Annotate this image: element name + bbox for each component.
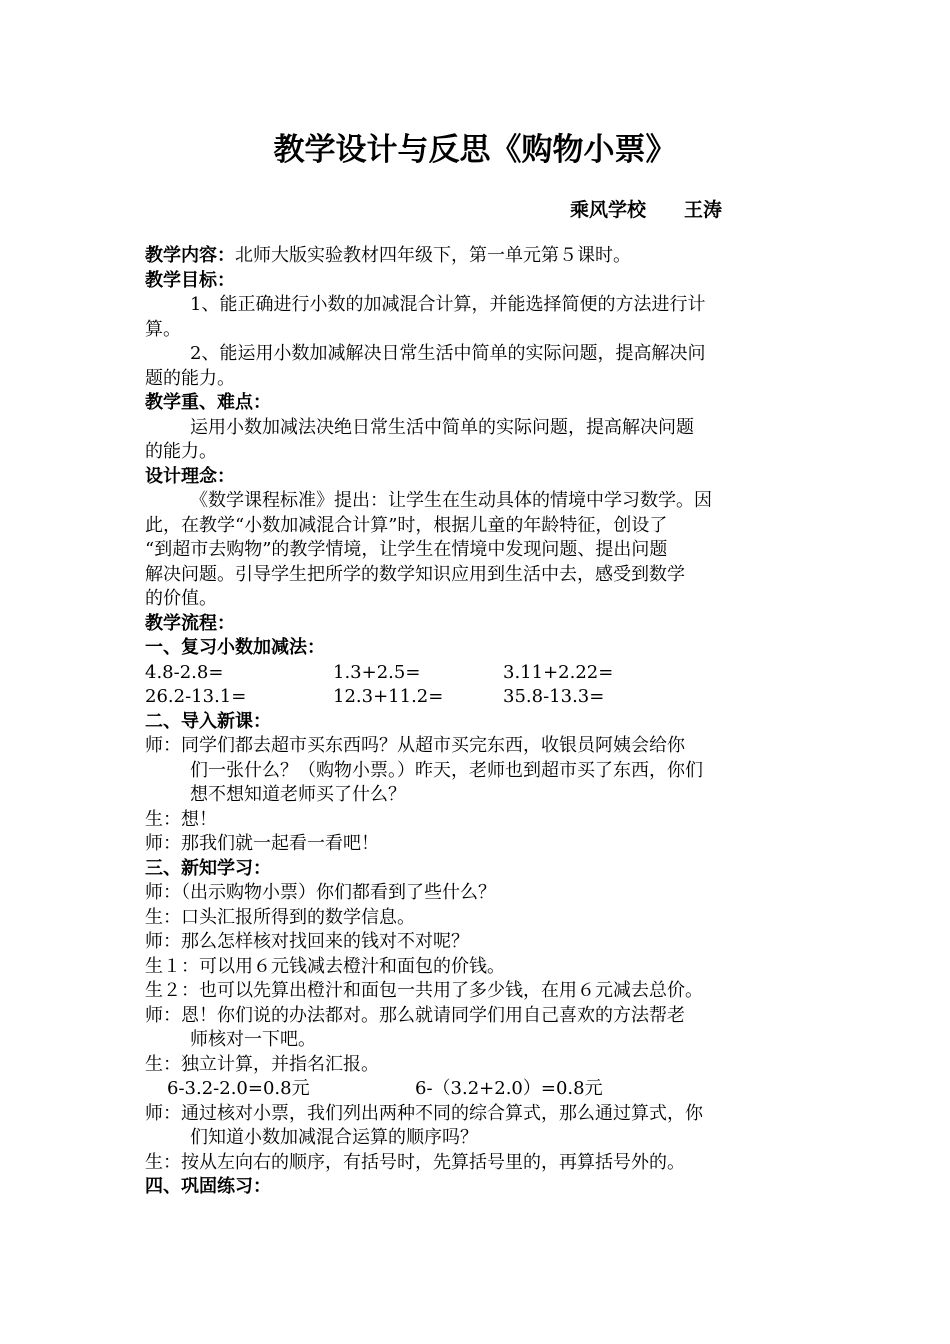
dialogue-line: 们一张什么？（购物小票。）昨天，老师也到超市买了东西，你们 [190, 759, 703, 781]
dialogue-line: 生：口头汇报所得到的数学信息。 [145, 906, 415, 928]
calculation-item: 6-3.2-2.0=0.8元 [167, 1078, 310, 1099]
exercise-item: 26.2-13.1= [145, 686, 247, 707]
exercise-row [145, 661, 810, 686]
section-heading: 教学流程： [145, 612, 235, 634]
paragraph-line: “到超市去购物”的教学情境，让学生在情境中发现问题、提出问题 [145, 539, 668, 560]
exercise-item: 12.3+11.2= [333, 686, 444, 707]
paragraph-line: 1、能正确进行小数的加减混合计算，并能选择简便的方法进行计 [190, 294, 706, 315]
section-heading: 教学重、难点： [145, 392, 271, 413]
subsection-heading: 四、巩固练习： [145, 1176, 271, 1197]
section-label: 教学内容： [145, 245, 235, 266]
paragraph-line: 的价值。 [145, 588, 217, 609]
paragraph-line: 解决问题。引导学生把所学的数学知识应用到生活中去，感受到数学 [145, 563, 685, 585]
paragraph-line: 算。 [145, 318, 181, 340]
exercise-item: 3.11+2.22= [503, 661, 614, 683]
dialogue-line: 生１：可以用６元钱减去橙汁和面包的价钱。 [145, 955, 505, 977]
paragraph-line: 《数学课程标准》提出：让学生在生动具体的情境中学习数学。因 [190, 490, 712, 511]
document-body [145, 244, 810, 1200]
dialogue-line: 师：那么怎样核对找回来的钱对不对呢？ [145, 931, 469, 952]
paragraph-line: 题的能力。 [145, 367, 235, 389]
exercise-item: 1.3+2.5= [333, 661, 421, 683]
teaching-content-line [145, 244, 810, 269]
dialogue-line: 师：（出示购物小票）你们都看到了些什么？ [145, 882, 496, 903]
subsection-heading: 一、复习小数加减法： [145, 637, 325, 658]
dialogue-line: 师核对一下吧。 [190, 1029, 316, 1050]
author-line: 乘风学校 王涛 [570, 199, 723, 221]
page-title: 教学设计与反思《购物小票》 [273, 132, 677, 168]
paragraph-line: 运用小数加减法决绝日常生活中简单的实际问题，提高解决问题 [190, 416, 694, 438]
dialogue-line: 师：通过核对小票，我们列出两种不同的综合算式，那么通过算式，你 [145, 1102, 703, 1124]
dialogue-line: 生：独立计算，并指名汇报。 [145, 1053, 379, 1075]
body-text: 北师大版实验教材四年级下，第一单元第５课时。 [235, 245, 631, 266]
section-heading: 教学目标： [145, 269, 235, 291]
dialogue-line: 生２：也可以先算出橙汁和面包一共用了多少钱，在用６元减去总价。 [145, 980, 703, 1001]
dialogue-line: 师：恩！你们说的办法都对。那么就请同学们用自己喜欢的方法帮老 [145, 1004, 685, 1026]
calculation-item: 6-（3.2+2.0）=0.8元 [415, 1078, 603, 1099]
subsection-heading: 三、新知学习： [145, 857, 271, 879]
dialogue-line: 想不想知道老师买了什么？ [190, 784, 406, 805]
dialogue-line: 师：同学们都去超市买东西吗？从超市买完东西，收银员阿姨会给你 [145, 735, 685, 756]
dialogue-line: 师：那我们就一起看一看吧！ [145, 833, 379, 854]
paragraph-line: 此，在教学“小数加减混合计算”时，根据儿童的年龄特征，创设了 [145, 514, 668, 536]
exercise-item: 35.8-13.3= [503, 686, 605, 707]
paragraph-line: 的能力。 [145, 441, 217, 462]
dialogue-line: 们知道小数加减混合运算的顺序吗？ [190, 1127, 478, 1148]
subsection-heading: 二、导入新课： [145, 710, 271, 732]
dialogue-line: 生：按从左向右的顺序，有括号时，先算括号里的，再算括号外的。 [145, 1151, 685, 1173]
paragraph-line: 2、能运用小数加减解决日常生活中简单的实际问题，提高解决问 [190, 343, 706, 364]
dialogue-line: 生：想！ [145, 808, 217, 830]
calculation-row [145, 1077, 810, 1102]
exercise-row [145, 685, 810, 710]
section-heading: 设计理念： [145, 465, 235, 487]
exercise-item: 4.8-2.8= [145, 661, 224, 683]
